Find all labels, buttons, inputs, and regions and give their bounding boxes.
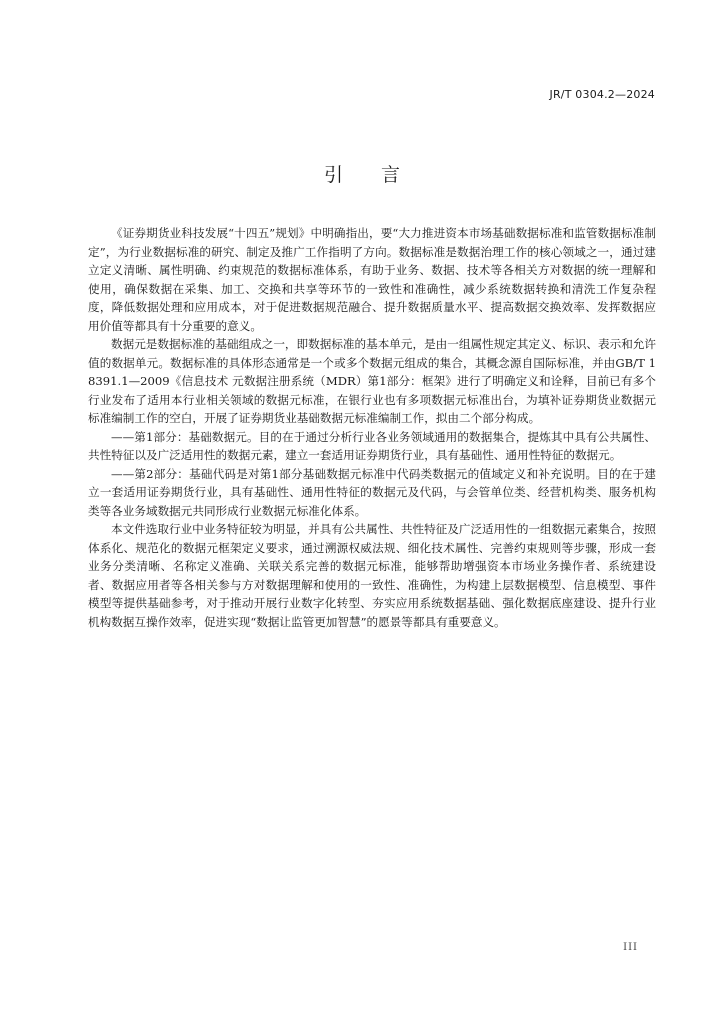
standard-code: JR/T 0304.2—2024: [549, 88, 655, 101]
section-title: 引言: [323, 164, 438, 186]
paragraph: ——第2部分：基础代码是对第1部分基础数据元标准中代码类数据元的值域定义和补充说明。目的在于建立一套适用证券期货行业，具有基础性、通用性特征的数据元及代码，与会管单位类、经营机构类、服务机构类等各业务域数据元共同形成行业数据元标准化体系。: [88, 466, 656, 518]
paragraph: 《证券期货业科技发展“十四五”规划》中明确指出，要“大力推进资本市场基础数据标准和监管数据标准制定”，为行业数据标准的研究、制定及推广工作指明了方向。数据标准是数据治理工作的核心领域之一，通过建立定义清晰、属性明确、约束规范的数据标准体系，有助于业务、数据、技术等各相关方对数据的统一理解和使用，确保数据在采集、加工、交换和共享等环节的一致性和准确性，减少系统数据转换和清洗工作复杂程度，降低数据处理和应用成本，对于促进数据规范融合、提升数据质量水平、提高数据交换效率、发挥数据应用价值等都具有十分重要的意义。: [88, 226, 656, 333]
page-number: III: [623, 942, 638, 953]
paragraph: 数据元是数据标准的基础组成之一，即数据标准的基本单元，是由一组属性规定其定义、标识、表示和允许值的数据单元。数据标准的具体形态通常是一个或多个数据元组成的集合，其概念源自国际标准，并由GB/T 18391.1—2009《信息技术 元数据注册系统（MDR）第1部分：框架》进行了明确定义和诠释，目前已有多个行业发布了适用本行业相关领域的数据元标准，在银行业也有多项数据元标准出台，为填补证券期货业数据元标准编制工作的空白，开展了证券期货业基础数据元标准编制工作，拟由二个部分构成。: [88, 337, 656, 425]
introduction-body: [88, 224, 656, 631]
paragraph: 本文件选取行业中业务特征较为明显，并具有公共属性、共性特征及广泛适用性的一组数据元素集合，按照体系化、规范化的数据元框架定义要求，通过溯源权威法规、细化技术属性、完善约束规则等步骤，形成一套业务分类清晰、名称定义准确、关联关系完善的数据元标准，能够帮助增强资本市场业务操作者、系统建设者、数据应用者等各相关参与方对数据理解和使用的一致性、准确性，为构建上层数据模型、信息模型、事件模型等提供基础参考，对于推动开展行业数字化转型、夯实应用系统数据基础、强化数据底座建设、提升行业机构数据互操作效率，促进实现“数据让监管更加智慧”的愿景等都具有重要意义。: [88, 522, 656, 629]
paragraph: ——第1部分：基础数据元。目的在于通过分析行业各业务领域通用的数据集合，提炼其中具有公共属性、共性特征以及广泛适用性的数据元素，建立一套适用证券期货行业，具有基础性、通用性特征的数据元。: [88, 429, 656, 462]
